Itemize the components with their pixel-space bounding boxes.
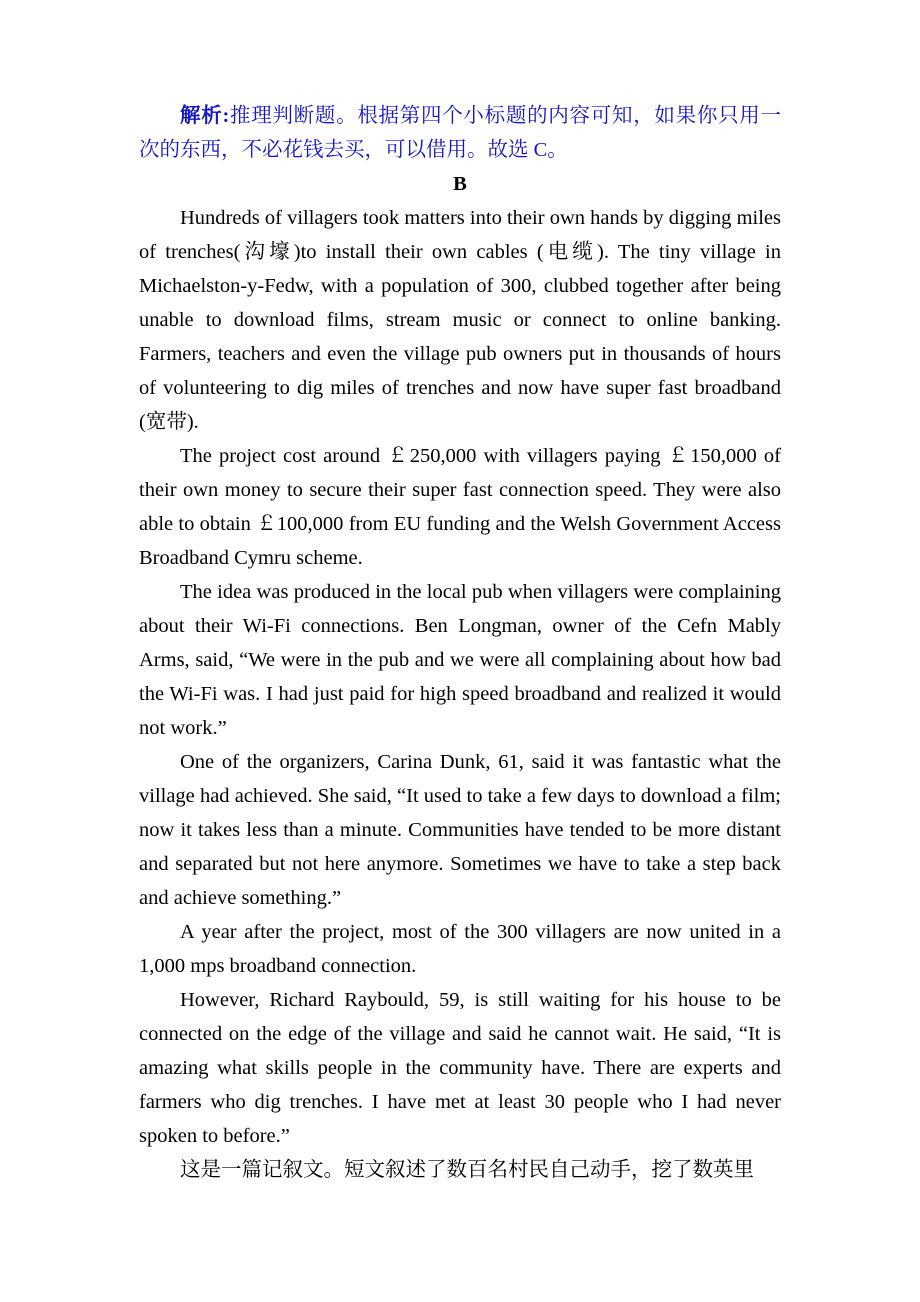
passage-paragraph-4: One of the organizers, Carina Dunk, 61, said it was fantastic what the village had achieved. She said, “It used to take a few days to download a film; now it takes less than a minute. Communities have tended to be more distant and separated but not here anymore. Sometimes we have to take a step back and achieve something.” <box>139 751 781 909</box>
passage-paragraph-6: However, Richard Raybould, 59, is still waiting for his house to be connected on the edge of the village and said he cannot wait. He said, “It is amazing what skills people in the community have. There are experts and farmers who dig trenches. I have met at least 30 people who I had never spoken to before.” <box>139 989 781 1147</box>
closing-note-paragraph: 这是一篇记叙文。短文叙述了数百名村民自己动手，挖了数英里 <box>180 1159 754 1181</box>
passage-paragraph-5: A year after the project, most of the 300 villagers are now united in a 1,000 mps broadband connection. <box>139 921 781 977</box>
analysis-paragraph <box>139 99 781 167</box>
passage-paragraph-3: The idea was produced in the local pub when villagers were complaining about their Wi-Fi connections. Ben Longman, owner of the Cefn Mably Arms, said, “We were in the pub and we were all complaining about how bad the Wi-Fi was. I had just paid for high speed broadband and realized it would not work.” <box>139 581 781 739</box>
analysis-text: 推理判断题。根据第四个小标题的内容可知，如果你只用一次的东西，不必花钱去买，可以借用。故选 C。 <box>139 105 782 161</box>
passage-paragraph-1: Hundreds of villagers took matters into their own hands by digging miles of trenches(沟壕)to install their own cables (电缆). The tiny village in Michaelston-y-Fedw, with a population of 300, clubbed together after being unable to download films, stream music or connect to online banking. Farmers, teachers and even the village pub owners put in thousands of hours of volunteering to dig miles of trenches and now have super fast broadband (宽带). <box>139 207 781 433</box>
passage-paragraph-2: The project cost around ￡250,000 with villagers paying ￡150,000 of their own money to secure their super fast connection speed. They were also able to obtain ￡100,000 from EU funding and the Welsh Government Access Broadband Cymru scheme. <box>139 445 781 569</box>
analysis-label: 解析: <box>180 105 230 127</box>
section-heading: B <box>453 173 467 195</box>
